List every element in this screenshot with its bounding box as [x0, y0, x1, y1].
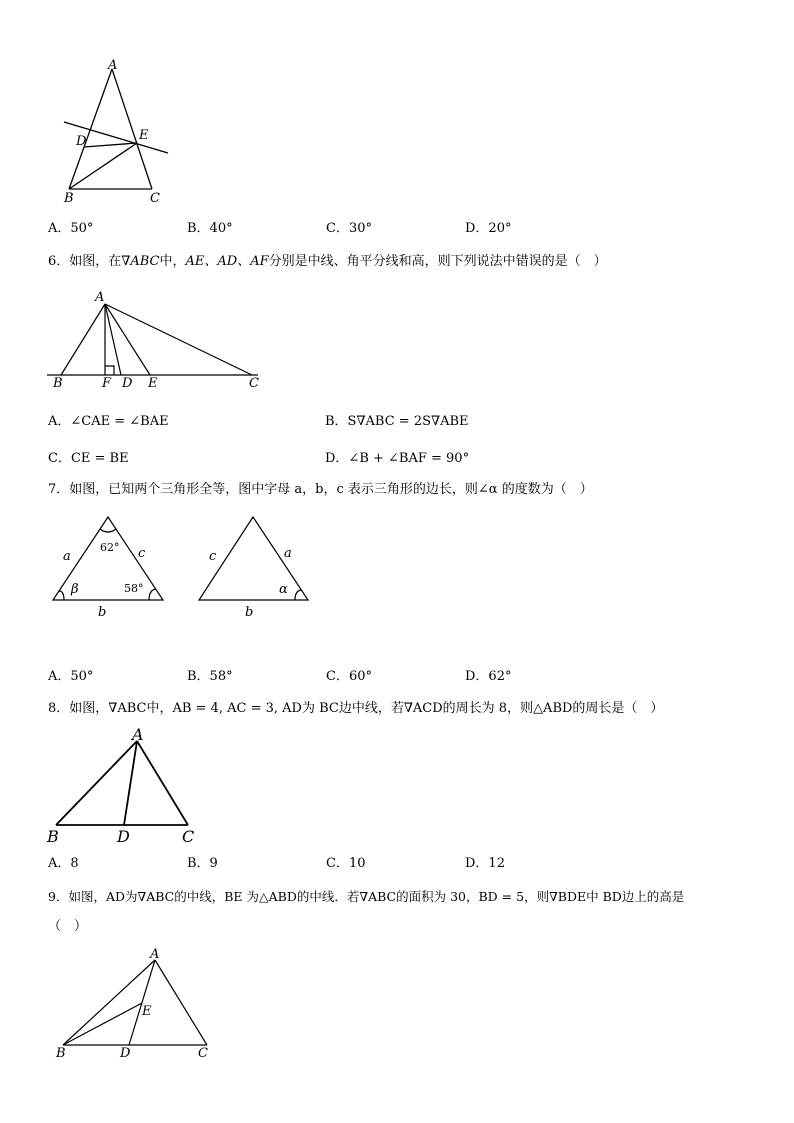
q8-side-ac: [137, 741, 188, 825]
q6-side-ab: [61, 304, 105, 375]
q8-figure: [45, 724, 205, 848]
q7-left-label-c: c: [138, 546, 146, 561]
q8-side-ab: [56, 741, 137, 825]
q7-option-d: D．62°: [465, 669, 512, 684]
q6-bisector-ad: [105, 304, 121, 375]
q6-option-c: C．CE = BE: [48, 451, 129, 466]
q5-label-c: C: [150, 191, 160, 206]
q8-label-b: B: [47, 827, 59, 846]
q7-left-top-arc: [100, 529, 116, 532]
q8-stem: 8．如图，∇ABC中，AB = 4, AC = 3, AD为 BC边中线，若∇ACD的周长为 8，则△ABD的周长是（ ）: [48, 701, 664, 716]
q8-option-b: B．9: [187, 856, 218, 871]
q8-option-a: A．8: [48, 856, 79, 871]
q5-label-e: E: [139, 128, 149, 143]
q7-right-label-b: b: [245, 605, 254, 620]
q9-label-d: D: [120, 1046, 131, 1061]
q5-option-d: D．20°: [465, 221, 512, 236]
q7-left-right-arc: [149, 589, 156, 600]
q7-left-beta-arc: [59, 591, 64, 600]
q9-label-a: A: [150, 947, 160, 962]
q6-label-d: D: [122, 376, 133, 391]
q8-option-c: C．10: [326, 856, 366, 871]
q6-option-b: B．S∇ABC = 2S∇ABE: [325, 414, 469, 429]
q5-label-a: A: [108, 58, 118, 73]
q7-stem: 7．如图，已知两个三角形全等，图中字母 a，b，c 表示三角形的边长，则∠α 的度数为（ ）: [48, 482, 593, 497]
q7-left-angle-right: 58°: [124, 582, 144, 595]
q5-segment-be: [69, 143, 137, 189]
q9-label-b: B: [56, 1046, 66, 1061]
q5-label-d: D: [76, 134, 87, 149]
q6-right-angle-mark: [105, 366, 114, 375]
q5-segment-de: [84, 143, 137, 147]
q7-left-label-beta: β: [71, 582, 79, 597]
q8-label-d: D: [117, 827, 130, 846]
q5-option-b: B．40°: [187, 221, 233, 236]
q6-stem-vars: AE、AD、AF: [185, 254, 269, 269]
q6-option-d: D．∠B + ∠BAF = 90°: [325, 451, 470, 466]
q6-label-b: B: [53, 376, 63, 391]
q7-figure-right: [195, 510, 320, 622]
q6-figure: [45, 286, 270, 391]
q6-stem-prefix: 6．如图，在: [48, 254, 122, 269]
q6-label-a: A: [95, 290, 105, 305]
q5-option-c: C．30°: [326, 221, 372, 236]
q7-option-c: C．60°: [326, 669, 372, 684]
q9-label-e: E: [142, 1004, 152, 1019]
q6-option-a: A．∠CAE = ∠BAE: [48, 414, 169, 429]
q8-label-c: C: [182, 827, 195, 846]
q6-label-c: C: [249, 376, 259, 391]
q5-label-b: B: [64, 191, 74, 206]
q8-option-d: D．12: [465, 856, 505, 871]
q7-right-alpha-arc: [295, 590, 301, 600]
q8-label-a: A: [132, 725, 144, 744]
q9-label-c: C: [198, 1046, 208, 1061]
q6-stem-suffix: 分别是中线、角平分线和高，则下列说法中错误的是（ ）: [268, 254, 607, 269]
q5-side-ab: [69, 69, 112, 189]
q5-option-a: A．50°: [48, 221, 94, 236]
q6-label-f: F: [102, 376, 112, 391]
q7-right-label-a: a: [284, 546, 292, 561]
q7-option-a: A．50°: [48, 669, 94, 684]
q7-left-label-a: a: [63, 549, 71, 564]
q6-stem-triangle: ∇ABC: [121, 254, 160, 269]
q7-right-label-c: c: [209, 549, 217, 564]
q7-figure-left: [45, 510, 175, 622]
q6-stem: [48, 254, 607, 270]
q6-label-e: E: [148, 376, 158, 391]
q9-side-ab: [63, 960, 155, 1045]
q9-side-ac: [155, 960, 207, 1045]
q7-option-b: B．58°: [187, 669, 233, 684]
q7-left-angle-top: 62°: [100, 541, 120, 554]
q6-stem-zhong: 中，: [159, 254, 186, 269]
q9-figure: [45, 945, 220, 1065]
q7-left-label-b: b: [98, 605, 107, 620]
q9-stem-line2: （ ）: [48, 919, 88, 934]
q7-right-label-alpha: α: [279, 582, 288, 597]
q5-figure: [55, 55, 180, 210]
q9-stem-line1: 9．如图，AD为∇ABC的中线，BE 为△ABD的中线．若∇ABC的面积为 30，BD = 5，则∇BDE中 BD边上的高是: [48, 889, 685, 904]
